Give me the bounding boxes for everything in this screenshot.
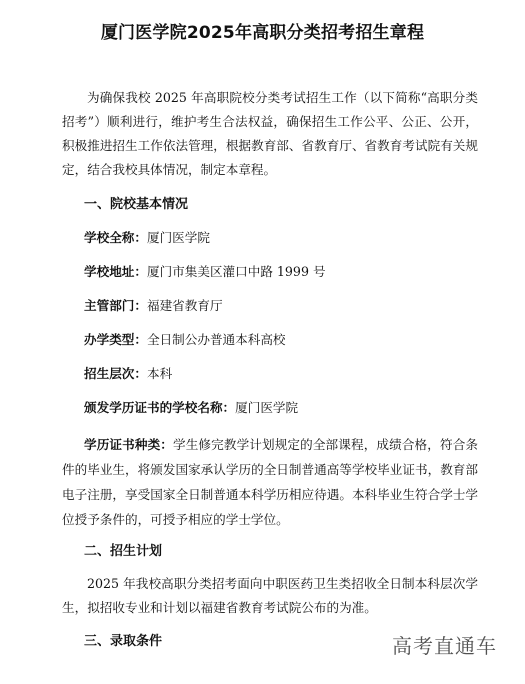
- plan-paragraph: 2025 年我校高职分类招考面向中职医药卫生类招收全日制本科层次学生，拟招收专业和计划以福建省教育考试院公布的为准。: [62, 576, 478, 615]
- watermark-text: 高考直通车: [392, 634, 497, 658]
- field-value: 本科: [146, 366, 173, 381]
- field-label: 主管部门：: [84, 298, 147, 313]
- field-value: 厦门市集美区灌口中路 1999 号: [146, 264, 326, 279]
- field-value: 厦门医学院: [146, 230, 210, 245]
- section-heading-basic-info: 一、院校基本情况: [84, 197, 189, 212]
- intro-paragraph: 为确保我校 2025 年高职院校分类考试招生工作（以下简称“高职分类招考”）顺利进行，维护考生合法权益，确保招生工作公平、公正、公开，积极推进招生工作依法管理，根据教育部、省教育厅、省教育考试院有关规定，结合我校具体情况，制定本章程。: [62, 90, 478, 177]
- document-title: 厦门医学院2025年高职分类招考招生章程: [100, 23, 425, 43]
- section-heading-plan: 二、招生计划: [84, 544, 163, 559]
- field-authority: [84, 296, 223, 316]
- field-school-name: [84, 228, 210, 248]
- certificate-paragraph: [62, 432, 478, 532]
- field-label: 办学类型：: [84, 332, 147, 347]
- field-value: 福建省教育厅: [146, 298, 223, 313]
- field-label: 颁发学历证书的学校名称：: [84, 400, 236, 415]
- certificate-text: 学生修完教学计划规定的全部课程，成绩合格，符合条件的毕业生，将颁发国家承认学历的全日制普通高等学校毕业证书，教育部电子注册，享受国家全日制普通本科学历相应待遇。本科毕业生符合学士学位授予条件的，可授予相应的学士学位。: [62, 437, 479, 527]
- field-label: 学校地址：: [84, 264, 147, 279]
- field-school-type: [84, 330, 286, 350]
- field-address: [84, 262, 326, 282]
- field-label: 学校全称：: [84, 230, 147, 245]
- certificate-label: 学历证书种类：: [84, 437, 173, 452]
- field-label: 招生层次：: [84, 366, 147, 381]
- field-certificate-issuer: [84, 398, 298, 418]
- field-enrollment-level: [84, 364, 172, 384]
- field-value: 厦门医学院: [235, 400, 299, 415]
- field-value: 全日制公办普通本科高校: [146, 332, 286, 347]
- section-heading-admission: 三、录取条件: [84, 634, 163, 649]
